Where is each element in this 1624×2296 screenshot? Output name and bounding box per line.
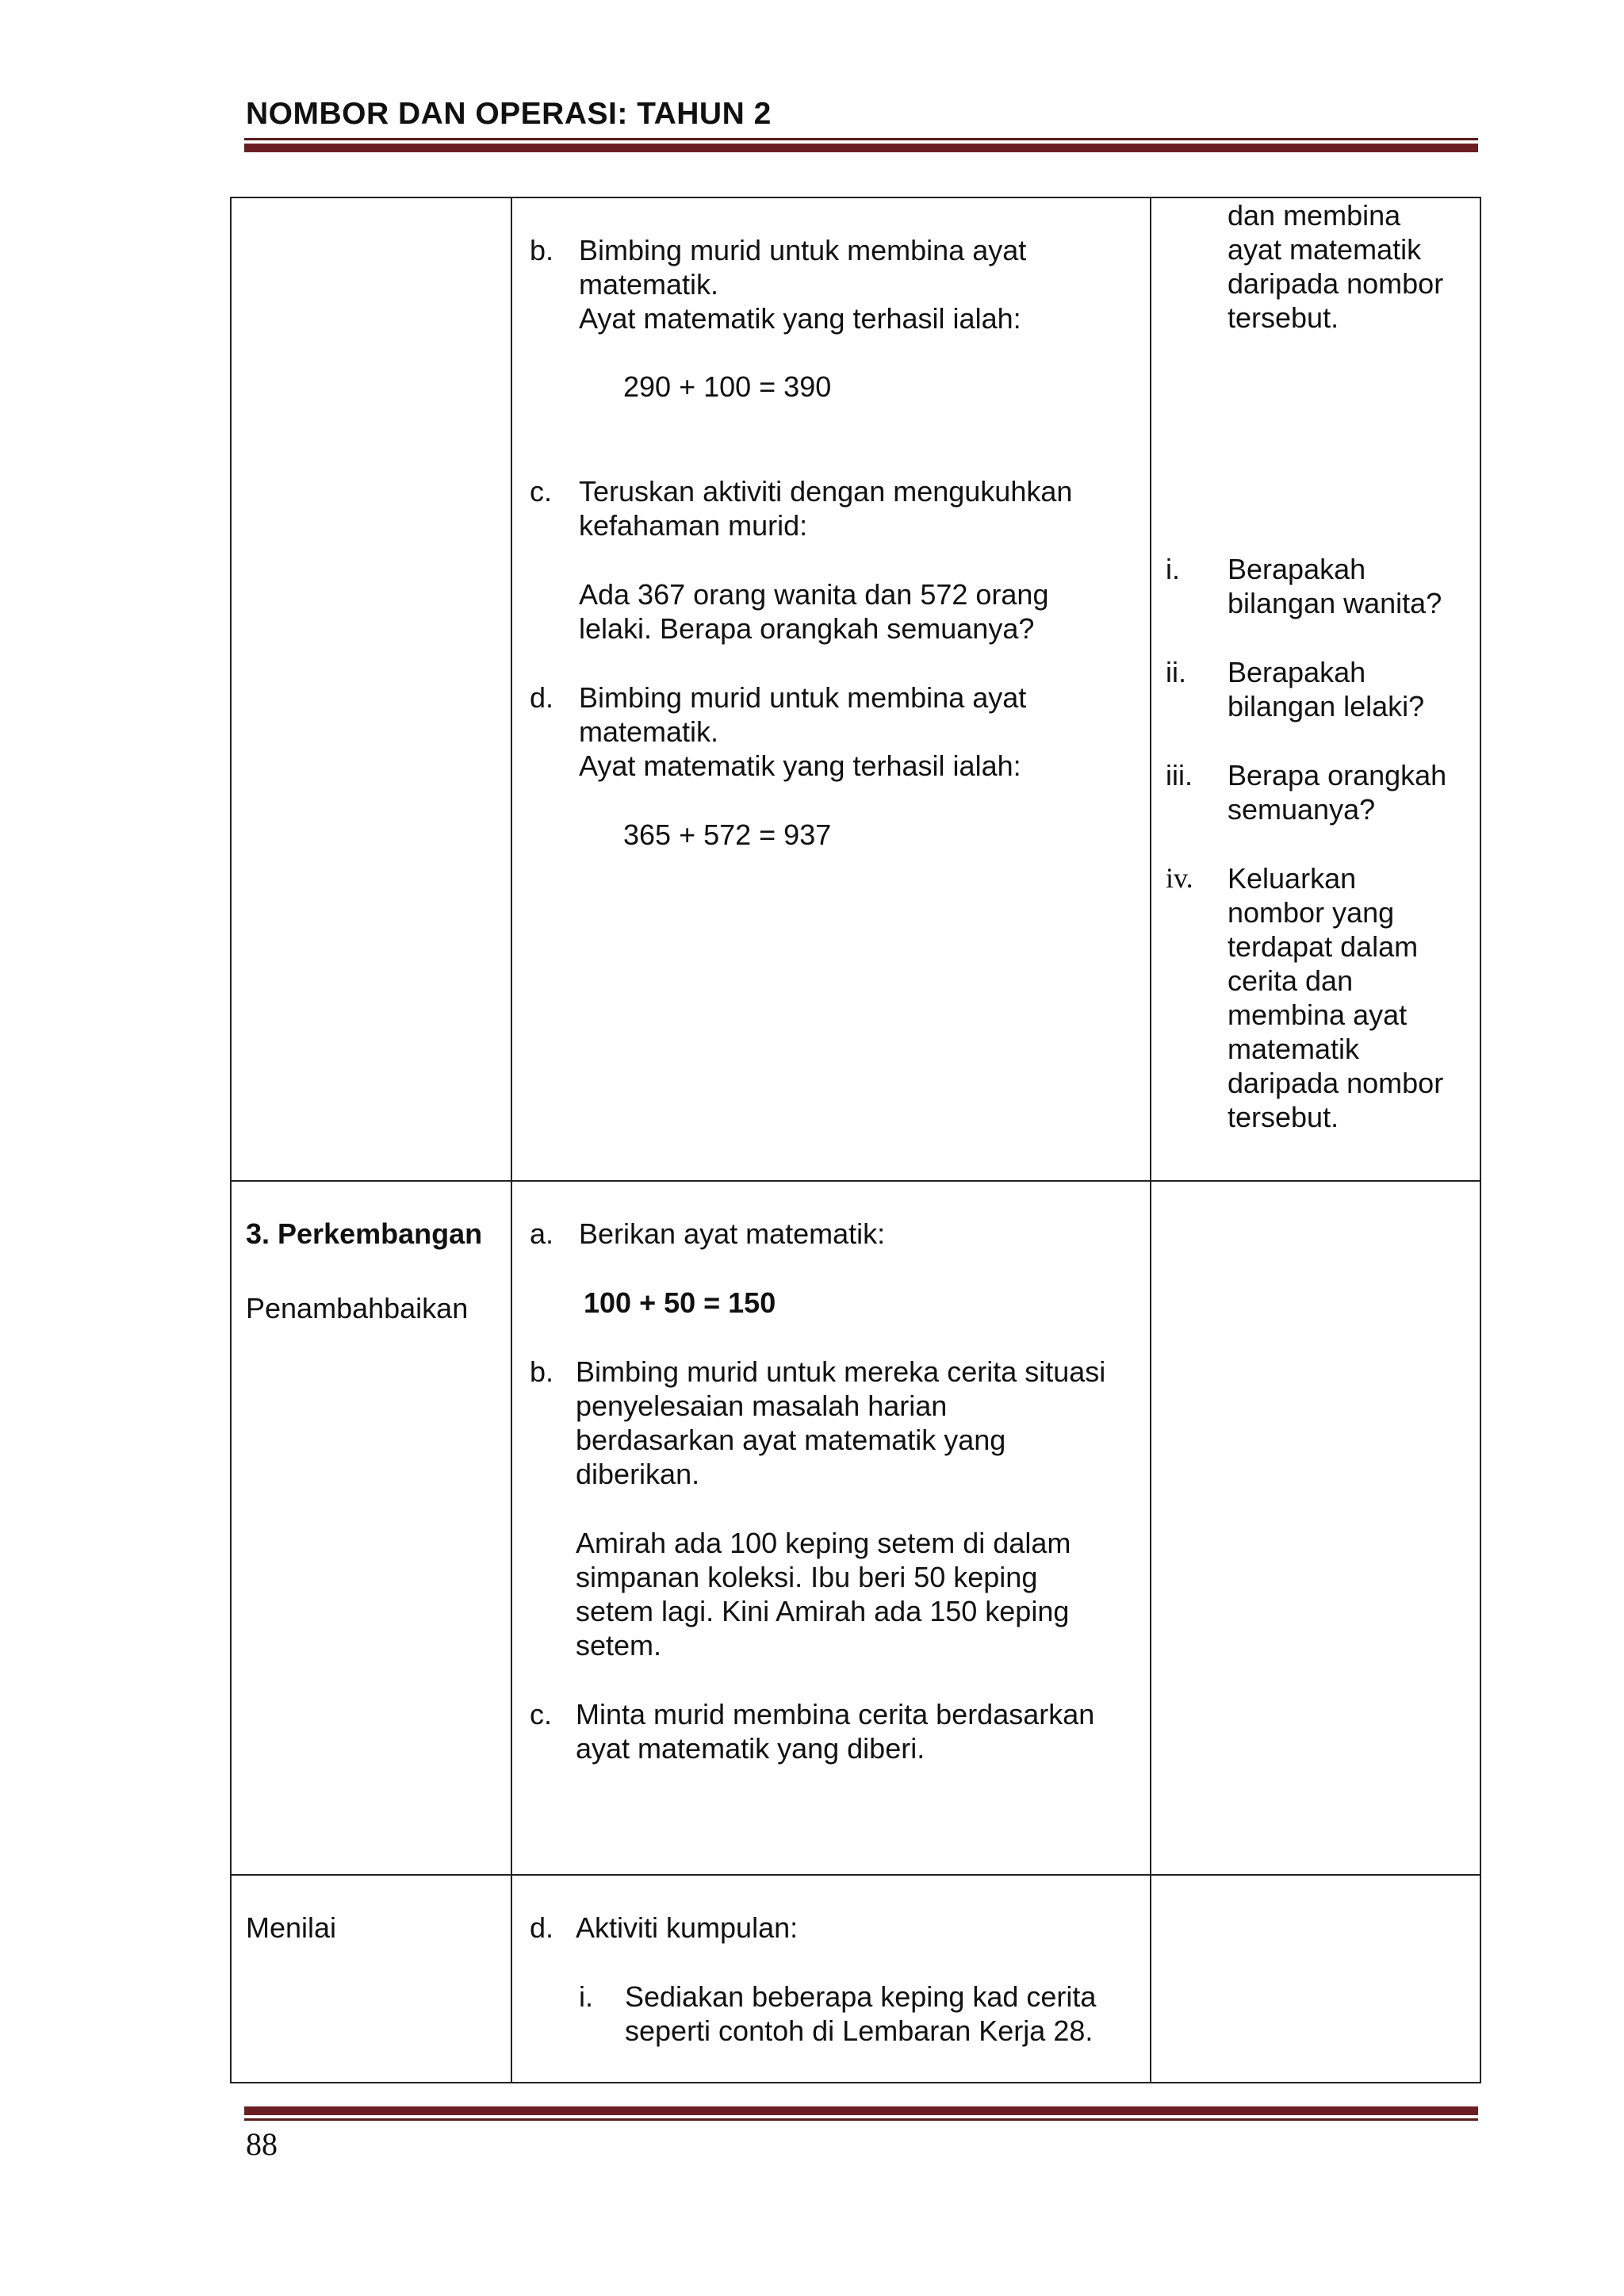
question-marker: ii. — [1166, 656, 1186, 688]
item-b-line: penyelesaian masalah harian — [576, 1389, 948, 1422]
story-line: Ada 367 orang wanita dan 572 orang — [579, 578, 1049, 611]
equation-a: 100 + 50 = 150 — [584, 1286, 776, 1319]
row1-right-cell — [1151, 197, 1480, 1181]
page-header-title: NOMBOR DAN OPERASI: TAHUN 2 — [246, 97, 772, 131]
row2-left-cell — [231, 1181, 511, 1875]
item-d-line: Ayat matematik yang terhasil ialah: — [579, 749, 1021, 782]
question-line: Keluarkan — [1228, 862, 1357, 895]
equation-b: 290 + 100 = 390 — [623, 370, 832, 403]
stage-heading: 3. Perkembangan — [246, 1217, 483, 1250]
item-b-line: berdasarkan ayat matematik yang — [576, 1424, 1006, 1456]
item-b-line: Ayat matematik yang terhasil ialah: — [579, 302, 1021, 335]
question-line: membina ayat — [1228, 999, 1408, 1031]
item-c-line: Minta murid membina cerita berdasarkan — [576, 1698, 1095, 1731]
item-b-line: Bimbing murid untuk mereka cerita situasi — [576, 1355, 1106, 1388]
story-line: simpanan koleksi. Ibu beri 50 keping — [576, 1561, 1038, 1593]
story-line: setem lagi. Kini Amirah ada 150 keping — [576, 1595, 1070, 1627]
question-line: terdapat dalam — [1228, 930, 1419, 963]
question-marker: i. — [1166, 553, 1180, 585]
row3-right-cell — [1151, 1875, 1480, 2083]
item-c-line: ayat matematik yang diberi. — [576, 1732, 925, 1765]
note-line: daripada nombor — [1228, 267, 1444, 300]
subitem-line: seperti contoh di Lembaran Kerja 28. — [625, 2014, 1094, 2047]
subitem-marker: i. — [579, 1980, 593, 2013]
equation-d: 365 + 572 = 937 — [623, 818, 832, 851]
question-line: matematik — [1228, 1033, 1360, 1065]
item-c-marker: c. — [530, 475, 553, 508]
question-line: semuanya? — [1228, 793, 1376, 826]
subitem-line: Sediakan beberapa keping kad cerita — [625, 1980, 1097, 2013]
question-marker: iii. — [1166, 759, 1193, 792]
row1-middle-cell — [511, 197, 1151, 1181]
question-marker: iv. — [1166, 862, 1193, 894]
footer-rule — [244, 2106, 1478, 2121]
item-b-line: Bimbing murid untuk membina ayat — [579, 234, 1027, 266]
question-line: daripada nombor — [1228, 1067, 1444, 1099]
item-b-marker: b. — [530, 234, 554, 266]
question-line: bilangan wanita? — [1228, 587, 1442, 619]
page-number: 88 — [246, 2126, 278, 2162]
row3-middle-cell — [511, 1875, 1151, 2083]
stage-label: Menilai — [246, 1911, 337, 1944]
lesson-table — [230, 197, 1481, 2083]
question-line: nombor yang — [1228, 896, 1395, 929]
stage-subheading: Penambahbaikan — [246, 1292, 469, 1324]
item-d-line: matematik. — [579, 715, 719, 748]
question-line: bilangan lelaki? — [1228, 690, 1425, 723]
item-a-text: Berikan ayat matematik: — [579, 1217, 886, 1250]
question-line: tersebut. — [1228, 1101, 1339, 1133]
story-line: setem. — [576, 1629, 662, 1662]
item-d-marker: d. — [530, 681, 554, 714]
story-line: Amirah ada 100 keping setem di dalam — [576, 1527, 1071, 1559]
item-d-line: Bimbing murid untuk membina ayat — [579, 681, 1027, 714]
note-line: dan membina — [1228, 199, 1401, 232]
item-d-text: Aktiviti kumpulan: — [576, 1911, 799, 1944]
row2-middle-cell — [511, 1181, 1151, 1875]
item-d-marker: d. — [530, 1911, 554, 1944]
note-line: tersebut. — [1228, 301, 1339, 334]
item-b-marker: b. — [530, 1355, 554, 1388]
item-b-line: matematik. — [579, 268, 719, 301]
row3-left-cell — [231, 1875, 511, 2083]
question-line: Berapakah — [1228, 656, 1366, 688]
item-c-line: Teruskan aktiviti dengan mengukuhkan — [579, 475, 1073, 508]
item-b-line: diberikan. — [576, 1458, 700, 1490]
note-line: ayat matematik — [1228, 233, 1422, 266]
header-rule — [244, 138, 1478, 152]
question-line: Berapa orangkah — [1228, 759, 1447, 792]
item-c-line: kefahaman murid: — [579, 509, 808, 542]
row2-right-cell — [1151, 1181, 1480, 1875]
item-a-marker: a. — [530, 1217, 554, 1250]
story-line: lelaki. Berapa orangkah semuanya? — [579, 612, 1035, 645]
question-line: Berapakah — [1228, 553, 1366, 585]
question-line: cerita dan — [1228, 964, 1354, 997]
row1-left-cell — [231, 197, 511, 1181]
item-c-marker: c. — [530, 1698, 553, 1731]
